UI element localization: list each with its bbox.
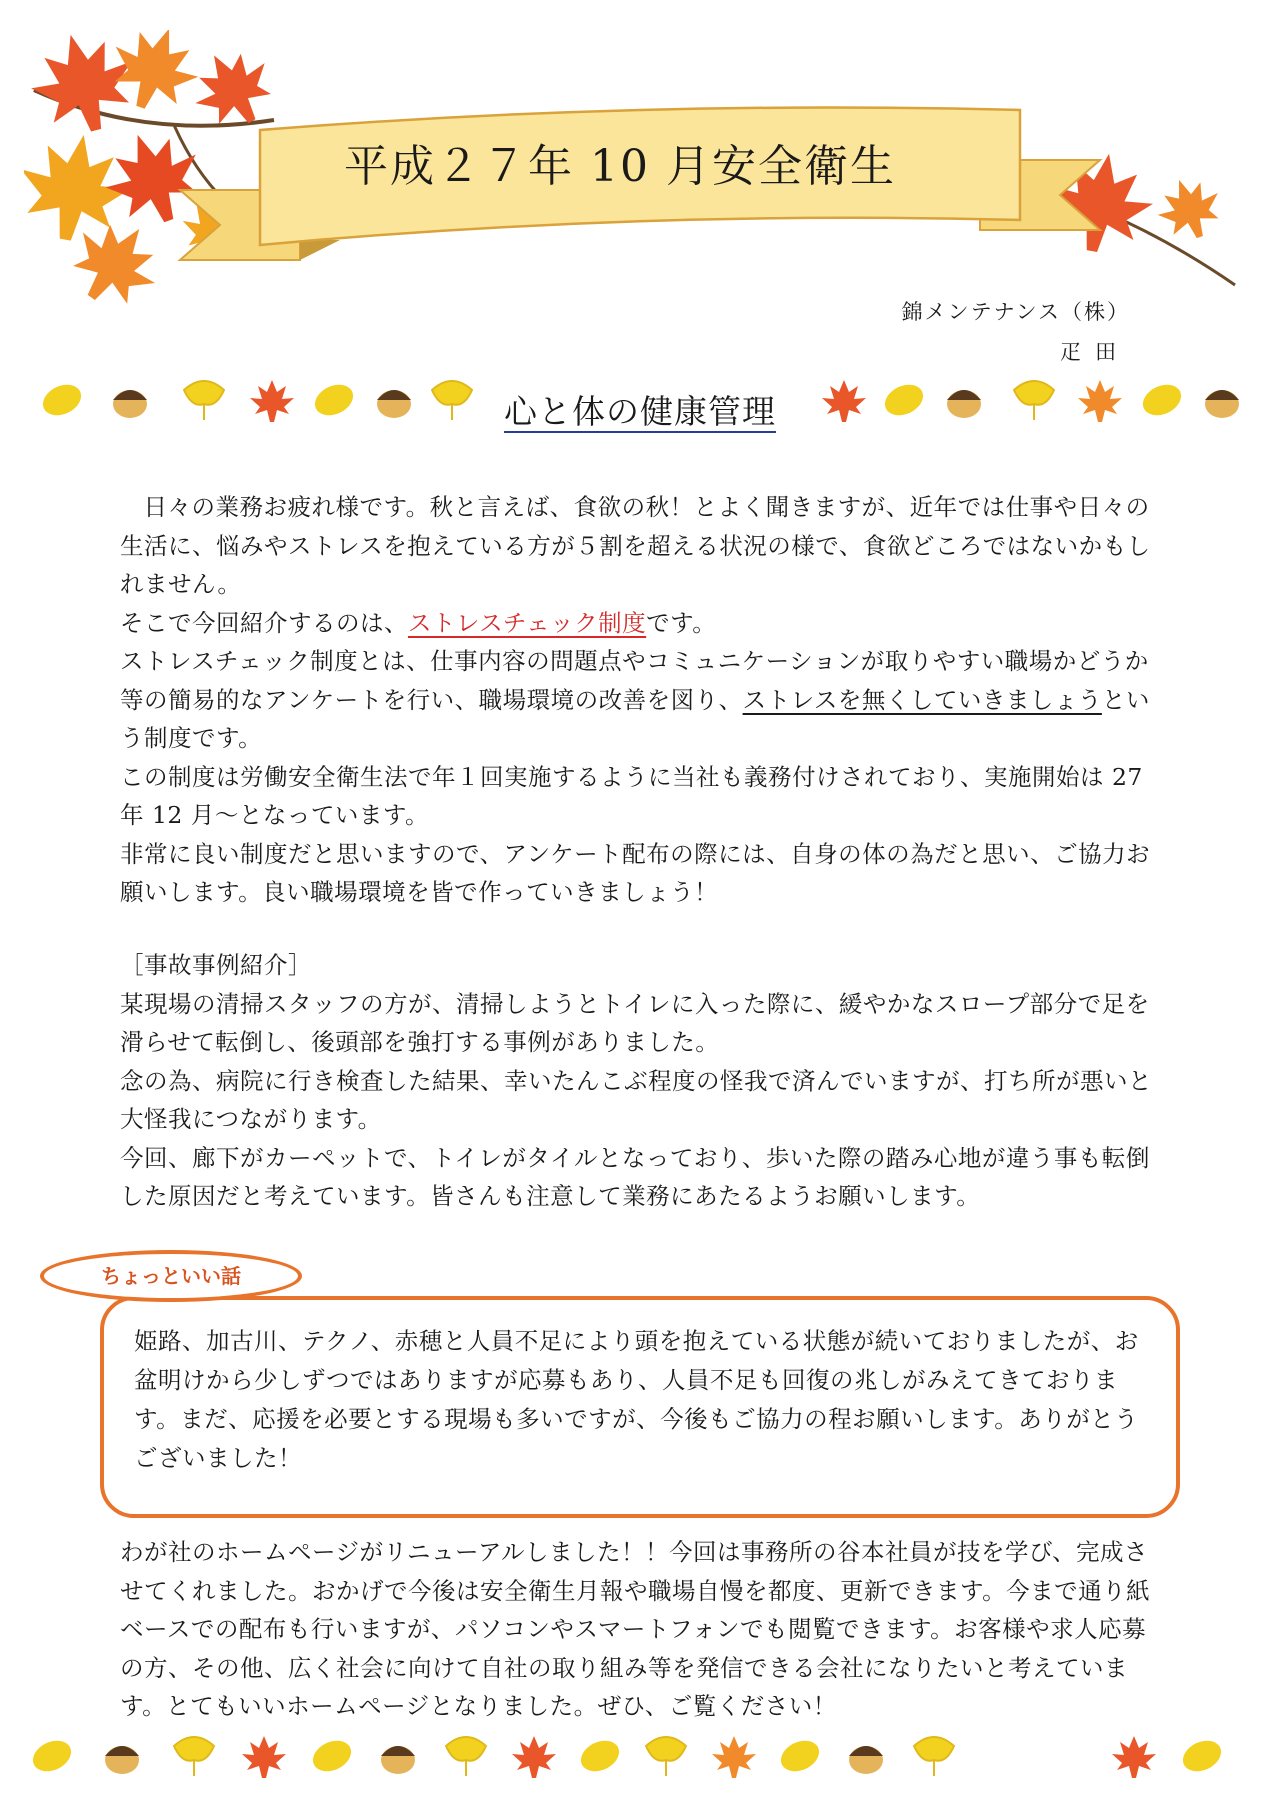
stress-underline: ストレスを無くしていきましょう bbox=[742, 685, 1102, 714]
acorn-icon bbox=[844, 1734, 888, 1778]
maple-leaf-small-icon bbox=[710, 1734, 758, 1782]
ginkgo-leaf-icon bbox=[170, 1734, 218, 1778]
acorn-icon bbox=[942, 378, 986, 422]
section-title: 心と体の健康管理 bbox=[504, 392, 776, 431]
accident-section bbox=[120, 946, 1165, 1216]
yellow-leaf-icon bbox=[1140, 378, 1184, 422]
main-paragraph-5: 非常に良い制度だと思いますので、アンケート配布の際には、自身の体の為だと思い、ご協力お願いします。良い職場環境を皆で作っていきましょう！ bbox=[120, 839, 1151, 906]
main-paragraph-4: この制度は労働安全衛生法で年１回実施するように当社も義務付けされており、実施開始は 27 年 12 月～となっています。 bbox=[120, 762, 1143, 829]
good-story-text: 姫路、加古川、テクノ、赤穂と人員不足により頭を抱えている状態が続いておりましたが、お盆明けから少しずつではありますが応募もあり、人員不足も回復の兆しがみえてきております。まだ、応援を必要とする現場も多いですが、今後もご協力の程お願いします。ありがとうございました！ bbox=[134, 1327, 1139, 1472]
main-paragraph-3 bbox=[120, 642, 1165, 758]
ginkgo-leaf-icon bbox=[442, 1734, 490, 1778]
main-paragraph-1: 日々の業務お疲れ様です。秋と言えば、食欲の秋！とよく聞きますが、近年では仕事や日々の生活に、悩みやストレスを抱えている方が５割を超える状況の様で、食欲どころではないかもしれません。 bbox=[120, 493, 1151, 598]
acorn-icon bbox=[1200, 378, 1244, 422]
ginkgo-leaf-icon bbox=[910, 1734, 958, 1778]
yellow-leaf-icon bbox=[310, 1734, 354, 1778]
accident-paragraph-2: 念の為、病院に行き検査した結果、幸いたんこぶ程度の怪我で済んでいますが、打ち所が悪いと大怪我につながります。 bbox=[120, 1066, 1152, 1133]
yellow-leaf-icon bbox=[578, 1734, 622, 1778]
ginkgo-leaf-icon bbox=[1010, 378, 1058, 422]
leaf-border-bottom bbox=[30, 1734, 1250, 1804]
good-story-box bbox=[100, 1296, 1180, 1518]
stress-check-highlight: ストレスチェック制度 bbox=[408, 608, 647, 637]
main-text bbox=[120, 488, 1165, 912]
author-name: 疋田 bbox=[1060, 340, 1130, 364]
homepage-section bbox=[120, 1533, 1165, 1726]
maple-leaf-small-icon bbox=[1110, 1734, 1158, 1782]
main-paragraph-3-before: ストレスチェック制度とは、仕事内容の問題点やコミュニケーションが取りやすい職場かどうか等の簡易的なアンケートを行い、職場環境の改善を図り、 bbox=[120, 647, 1149, 714]
yellow-leaf-icon bbox=[1180, 1734, 1224, 1778]
acorn-icon bbox=[100, 1734, 144, 1778]
accident-paragraph-3: 今回、廊下がカーペットで、トイレがタイルとなっており、歩いた際の踏み心地が違う事も転倒した原因だと考えています。皆さんも注意して業務にあたるようお願いします。 bbox=[120, 1143, 1150, 1210]
ginkgo-leaf-icon bbox=[642, 1734, 690, 1778]
accident-paragraph-1: 某現場の清掃スタッフの方が、清掃しようとトイレに入った際に、緩やかなスロープ部分で足を滑らせて転倒し、後頭部を強打する事例がありました。 bbox=[120, 989, 1150, 1056]
yellow-leaf-icon bbox=[778, 1734, 822, 1778]
accident-heading: ［事故事例紹介］ bbox=[120, 951, 312, 979]
main-paragraph-2 bbox=[120, 604, 1165, 643]
maple-leaf-small-icon bbox=[248, 378, 296, 426]
good-story-label: ちょっといい話 bbox=[40, 1250, 302, 1302]
page-title: 平成２７年 10 月安全衛生 bbox=[344, 141, 896, 192]
maple-leaf-small-icon bbox=[510, 1734, 558, 1782]
acorn-icon bbox=[108, 378, 152, 422]
yellow-leaf-icon bbox=[30, 1734, 74, 1778]
main-paragraph-2-before: そこで今回紹介するのは、 bbox=[120, 608, 408, 637]
yellow-leaf-icon bbox=[40, 378, 84, 422]
main-paragraph-3-after: という制度です。 bbox=[120, 685, 1150, 752]
homepage-paragraph: わが社のホームページがリニューアルしました！！今回は事務所の谷本社員が技を学び、完成させてくれました。おかげで今後は安全衛生月報や職場自慢を都度、更新できます。今まで通り紙ベースでの配布も行いますが、パソコンやスマートフォンでも閲覧できます。お客様や求人応募の方、その他、広く社会に向けて自社の取り組み等を発信できる会社になりたいと考えています。とてもいいホームページとなりました。ぜひ、ご覧ください！ bbox=[120, 1538, 1151, 1720]
acorn-icon bbox=[376, 1734, 420, 1778]
maple-leaf-small-icon bbox=[240, 1734, 288, 1782]
main-paragraph-2-after: です。 bbox=[646, 608, 717, 637]
yellow-leaf-icon bbox=[882, 378, 926, 422]
yellow-leaf-icon bbox=[312, 378, 356, 422]
acorn-icon bbox=[372, 378, 416, 422]
ginkgo-leaf-icon bbox=[180, 378, 228, 422]
company-name: 錦メンテナンス（株） bbox=[901, 300, 1130, 324]
maple-leaf-small-icon bbox=[1076, 378, 1124, 426]
